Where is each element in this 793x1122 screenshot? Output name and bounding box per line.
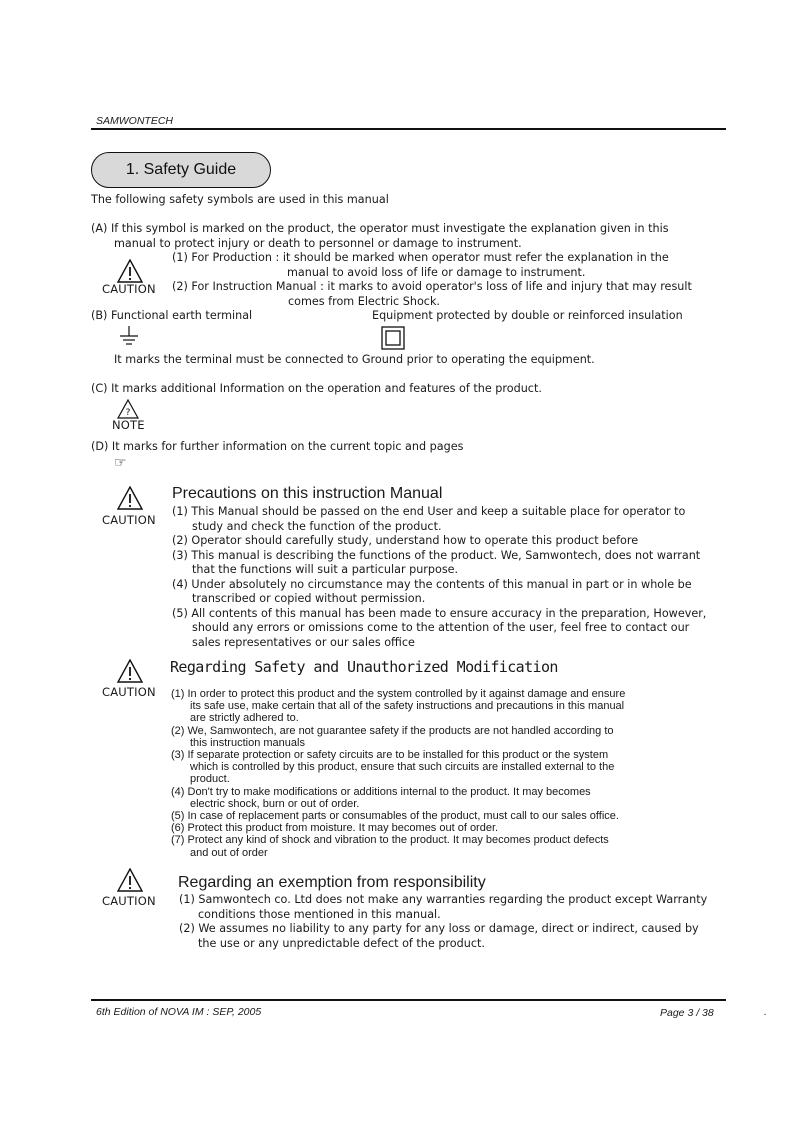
list-item: product. bbox=[190, 773, 230, 786]
precautions-list bbox=[172, 505, 706, 650]
list-item: (4) Under absolutely no circumstance may the contents of this manual in part or in whole be bbox=[172, 577, 692, 591]
list-item: are strictly adhered to. bbox=[190, 712, 299, 725]
symbol-a-line2: manual to protect injury or death to personnel or damage to instrument. bbox=[114, 237, 522, 250]
caution-icon bbox=[117, 486, 143, 510]
list-item: and out of order bbox=[190, 846, 268, 859]
symbol-a-line1: (A) If this symbol is marked on the product, the operator must investigate the explanation given in this bbox=[91, 222, 669, 235]
footer-rule bbox=[91, 999, 726, 1001]
list-item: should any errors or omissions come to the attention of the user, feel free to contact our bbox=[192, 621, 690, 634]
caution-label: CAUTION bbox=[102, 894, 156, 908]
footer-dot: . bbox=[764, 1006, 767, 1018]
list-item: (6) Protect this product from moisture. It may becomes out of order. bbox=[171, 822, 499, 835]
list-item: which is controlled by this product, ensure that such circuits are installed external to the bbox=[190, 761, 615, 774]
caution-icon bbox=[117, 659, 143, 683]
note-icon bbox=[117, 399, 139, 419]
caution-icon bbox=[117, 868, 143, 892]
symbol-c-line: (C) It marks additional Information on the operation and features of the product. bbox=[91, 382, 542, 395]
list-item: (7) Protect any kind of shock and vibration to the product. It may becomes product defects bbox=[171, 834, 609, 847]
page-number: Page 3 / 38 bbox=[660, 1007, 714, 1019]
exemption-title: Regarding an exemption from responsibility bbox=[178, 874, 486, 891]
list-item: its safe use, make certain that all of the safety instructions and precautions in this manual bbox=[190, 700, 625, 713]
svg-text:?: ? bbox=[125, 408, 131, 418]
symbol-a2-line1: (2) For Instruction Manual : it marks to avoid operator's loss of life and injury that may result bbox=[172, 280, 692, 293]
list-item: (4) Don't try to make modifications or additions internal to the product. It may becomes bbox=[171, 785, 591, 798]
footer-edition: 6th Edition of NOVA IM : SEP, 2005 bbox=[96, 1006, 262, 1018]
list-item: sales representatives or our sales office bbox=[192, 635, 415, 649]
safety-list bbox=[171, 688, 625, 859]
caution-label: CAUTION bbox=[102, 685, 156, 699]
symbol-a1-line2: manual to avoid loss of life or damage to instrument. bbox=[287, 266, 586, 279]
symbol-b-double-insulation: Equipment protected by double or reinforced insulation bbox=[372, 309, 683, 322]
caution-icon bbox=[117, 259, 143, 283]
caution-label: CAUTION bbox=[102, 513, 156, 527]
list-item: that the functions will suit a particular purpose. bbox=[192, 563, 459, 576]
symbol-a1-line1: (1) For Production : it should be marked when operator must refer the explanation in the bbox=[172, 251, 669, 264]
list-item: transcribed or copied without permission. bbox=[192, 592, 426, 605]
precautions-title: Precautions on this instruction Manual bbox=[172, 485, 443, 502]
list-item: (5) In case of replacement parts or consumables of the product, must call to our sales office. bbox=[171, 810, 619, 823]
pointing-hand-icon: ☞ bbox=[114, 455, 127, 471]
caution-label: CAUTION bbox=[102, 282, 156, 296]
double-insulation-icon bbox=[381, 326, 405, 350]
symbol-b-description: It marks the terminal must be connected to Ground prior to operating the equipment. bbox=[114, 353, 595, 366]
list-item: (5) All contents of this manual has been made to ensure accuracy in the preparation, However, bbox=[172, 606, 707, 620]
list-item: conditions those mentioned in this manual. bbox=[198, 907, 441, 921]
safety-title: Regarding Safety and Unauthorized Modification bbox=[170, 658, 558, 676]
list-item: (2) We assumes no liability to any party for any loss or damage, direct or indirect, caused by bbox=[179, 922, 699, 935]
intro-text: The following safety symbols are used in this manual bbox=[91, 193, 389, 206]
earth-ground-icon bbox=[118, 325, 140, 347]
symbol-a2-line2: comes from Electric Shock. bbox=[288, 295, 440, 308]
list-item: (3) If separate protection or safety circuits are to be installed for this product or the system bbox=[171, 749, 609, 762]
list-item: study and check the function of the product. bbox=[192, 519, 442, 533]
list-item: the use or any unpredictable defect of the product. bbox=[198, 936, 485, 950]
symbol-d-line: (D) It marks for further information on the current topic and pages bbox=[91, 440, 464, 453]
section-title: 1. Safety Guide bbox=[91, 152, 271, 188]
exemption-list bbox=[179, 893, 707, 951]
symbol-b-label: (B) Functional earth terminal bbox=[91, 309, 253, 322]
header-company: SAMWONTECH bbox=[96, 115, 173, 127]
list-item: this instruction manuals bbox=[190, 736, 305, 749]
list-item: (1) Samwontech co. Ltd does not make any warranties regarding the product except Warranty bbox=[179, 893, 708, 906]
list-item: electric shock, burn or out of order. bbox=[190, 797, 360, 810]
list-item: (1) This Manual should be passed on the end User and keep a suitable place for operator to bbox=[172, 505, 686, 518]
list-item: (3) This manual is describing the functions of the product. We, Samwontech, does not warrant bbox=[172, 548, 701, 562]
list-item: (2) Operator should carefully study, understand how to operate this product before bbox=[172, 534, 639, 547]
list-item: (1) In order to protect this product and the system controlled by it against damage and ensure bbox=[171, 688, 626, 700]
header-rule bbox=[91, 128, 726, 130]
note-label: NOTE bbox=[112, 418, 145, 432]
list-item: (2) We, Samwontech, are not guarantee safety if the products are not handled according to bbox=[171, 724, 614, 737]
